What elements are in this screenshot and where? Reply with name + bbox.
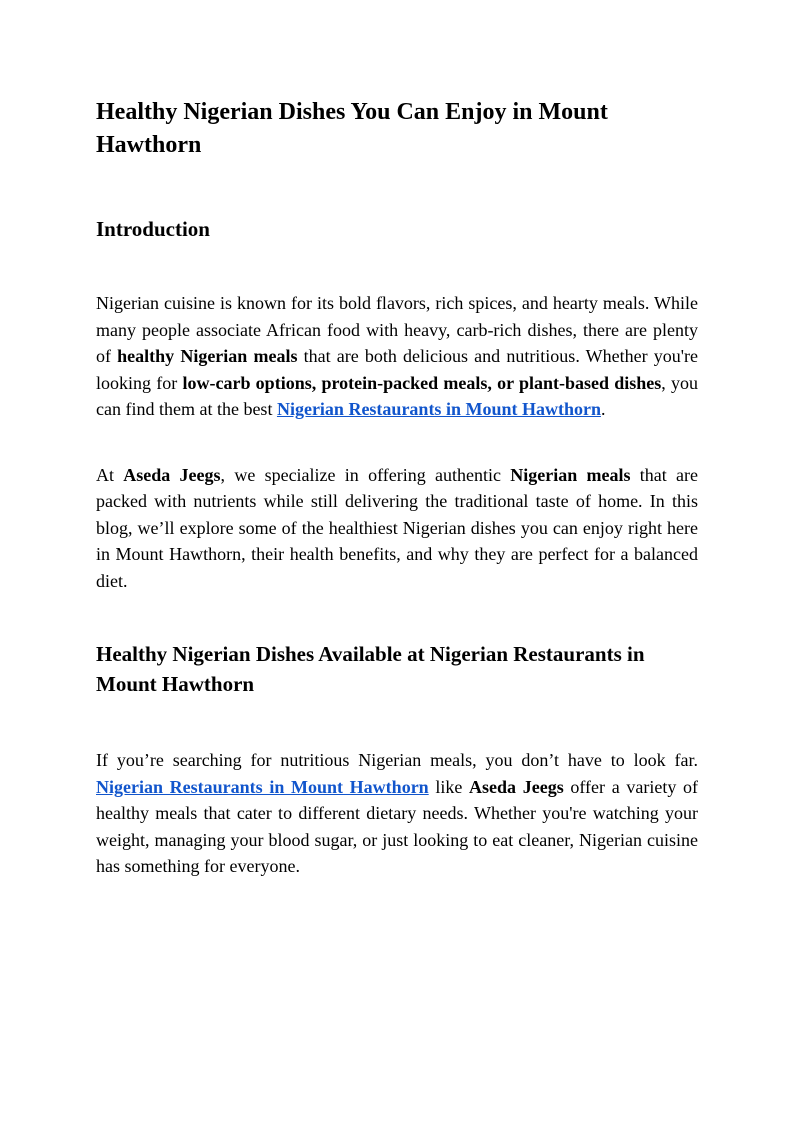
healthy-dishes-heading: Healthy Nigerian Dishes Available at Nigerian Restaurants in Mount Hawthorn [96, 642, 645, 696]
text-span: like [428, 776, 470, 797]
text-span: , you can find them at the best [96, 372, 698, 419]
text-span: . [600, 399, 606, 419]
text-span: At [96, 464, 124, 485]
text-span: If you’re searching for nutritious Nigerian meals, you don’t have to look far. [96, 750, 698, 770]
text-span: , we specialize in offering authentic [220, 464, 511, 485]
page-title: Healthy Nigerian Dishes You Can Enjoy in Mount Hawthorn [96, 99, 608, 158]
restaurants-link[interactable]: Nigerian Restaurants in Mount Hawthorn [96, 776, 429, 797]
document-page [96, 96, 698, 880]
bold-text: Aseda Jeegs [469, 776, 564, 797]
bold-text: low-carb options, protein-packed meals, or plant-based dishes [182, 372, 662, 393]
text-span: Nigerian cuisine is known for its bold flavors, rich spices, and hearty meals. While many people associate African food with heavy, carb-rich dishes, there are plenty of [96, 293, 698, 366]
bold-text: Nigerian meals [510, 464, 631, 485]
bold-text: Aseda Jeegs [123, 464, 221, 485]
text-span: that are packed with nutrients while still delivering the traditional taste of home. In this blog, we’ll explore some of the healthiest Nigerian dishes you can enjoy right here in Mount Hawthorn, their health benefits, and why they are perfect for a balanced diet. [96, 464, 699, 591]
bold-text: healthy Nigerian meals [117, 346, 298, 366]
text-span: that are both delicious and nutritious. Whether you're looking for [96, 346, 698, 393]
dishes-paragraph [96, 747, 698, 880]
restaurants-link[interactable]: Nigerian Restaurants in Mount Hawthorn [276, 399, 601, 419]
intro-paragraph [96, 290, 698, 423]
aseda-paragraph [96, 462, 698, 595]
introduction-heading: Introduction [96, 217, 210, 241]
text-span: offer a variety of healthy meals that cater to different dietary needs. Whether you're watching your weight, managing your blood sugar, or just looking to eat cleaner, Nigerian cuisine has something for everyone. [96, 776, 699, 876]
